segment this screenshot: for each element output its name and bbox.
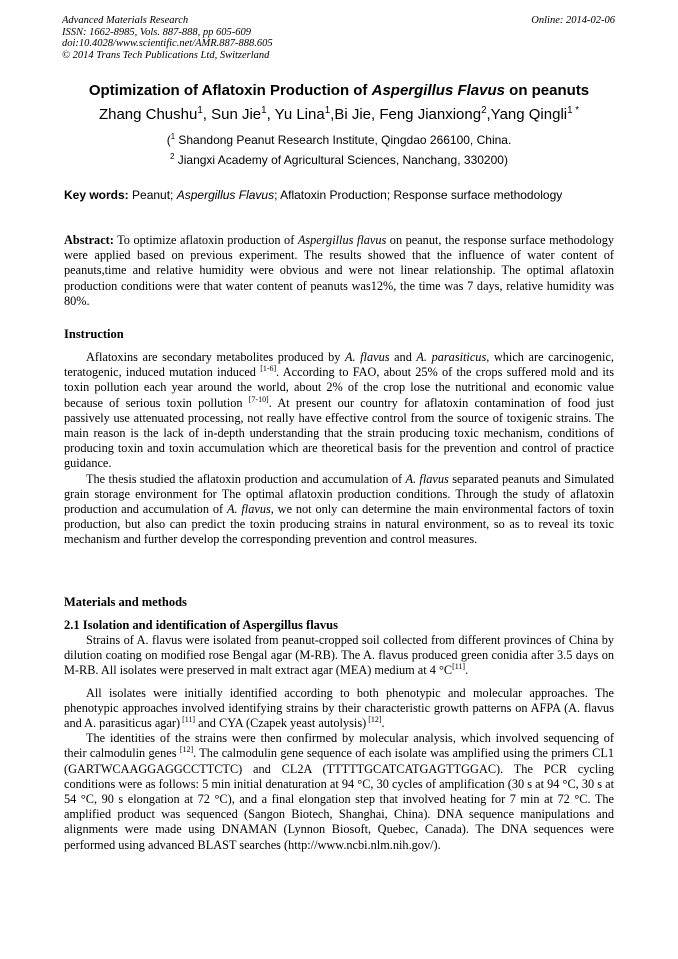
paragraph: All isolates were initially identified according to both phenotypic and molecular approaches. The phenotypic approaches involved identifying strains by their characteristic growth patterns on AFPA (A. flavus and A. parasiticus agar) [11] and CYA (Czapek yeast autolysis) [12].	[64, 685, 614, 731]
keywords	[64, 188, 624, 202]
citation: [1-6]	[260, 364, 277, 374]
abstract-species: Aspergillus flavus	[297, 233, 387, 247]
methods-body	[64, 633, 614, 853]
author-mark: 1	[197, 105, 203, 116]
author-mark: 1 *	[567, 105, 580, 116]
paragraph: The thesis studied the aflatoxin production and accumulation of A. flavus separated peanuts and Simulated grain storage environment for The optimal aflatoxin production conditions. Through the study of aflatoxin production and accumulation of A. flavus, we not only can determine the main environmental factors of toxin production, but also can predict the toxin producing strains in natural environment, so as to reveal its toxic mechanism and further develop the corresponding prevention and control measures.	[64, 471, 614, 547]
section-heading-methods: Materials and methods	[64, 595, 187, 609]
title-text: Optimization of Aflatoxin Production of	[88, 82, 372, 99]
abstract-text: To optimize aflatoxin production of	[113, 233, 298, 247]
author: Zhang Chushu	[98, 106, 198, 123]
doi-line: doi:10.4028/www.scientific.net/AMR.887-888.605	[62, 38, 273, 49]
citation: [7-10]	[248, 394, 269, 404]
author-mark: 1	[324, 105, 331, 116]
keyword: ; Aflatoxin Production; Response surface methodology	[274, 188, 563, 202]
aff-mark: 1	[170, 132, 176, 141]
title-text-end: on peanuts	[504, 82, 590, 99]
section-heading-introduction: Instruction	[64, 327, 124, 341]
abstract-label: Abstract:	[64, 233, 114, 247]
paragraph: The identities of the strains were then confirmed by molecular analysis, which involved sequencing of their calmodulin genes [12]. The calmodulin gene sequence of each isolate was amplified using the primers CL1 (GARTWCAAGGAGGCCTTCTC) and CL2A (TTTTTGCATCATGAGTTGGAC). The PCR cycling conditions were as follows: 5 min initial denaturation at 94 °C, 30 cycles of amplification (30 s at 94 °C, 30 s at 54 °C, 90 s elongation at 72 °C), and a final elongation step that involved heating for 7 min at 72 °C. The amplified product was sequenced (Sangon Biotech, Shanghai, China). DNA sequence manipulations and alignments were made using DNAMAN (Lynnon Biosoft, Quebec, Canada). The DNA sequences were performed using advanced BLAST searches (http://www.ncbi.nlm.nih.gov/).	[64, 731, 614, 852]
author-mark: 2	[481, 105, 487, 116]
abstract-text: on peanut, the response surface methodology were applied based on previous experiment. The results showed that the influence of water content of peanuts,time and relative humidity were obvious and were not linear relationship. The optimal aflatoxin production conditions were that water content of peanuts was12%, the time was 7 days, relative humidity was 80%.	[64, 233, 614, 308]
author: , Yu Lina	[266, 106, 325, 123]
journal-name: Advanced Materials Research	[62, 15, 189, 26]
author: ,Yang Qingli	[486, 106, 568, 123]
introduction-body	[64, 350, 614, 548]
aff-paren: (	[166, 133, 171, 147]
keyword: Peanut;	[128, 188, 177, 202]
aff-text: Jiangxi Academy of Agricultural Sciences, Nanchang, 330200)	[174, 153, 508, 167]
author: ,Bi Jie, Feng Jianxiong	[330, 106, 482, 123]
author-mark: 1	[261, 105, 267, 116]
paragraph: Aflatoxins are secondary metabolites produced by A. flavus and A. parasiticus, which are carcinogenic, teratogenic, induced mutation induced [1-6]. According to FAO, about 25% of the crops suffered mold and its toxin pollution each year around the world, about 2% of the crop lose the nutritional and economic value because of serious toxin pollution [7-10]. At present our country for aflatoxin contamination of food just passively use attenuated processing, not really have effective control from the source of toxigenic strains. The main reason is the lack of in-depth understanding that the strain producing toxic mechanism, conditions of producing toxin and toxin accumulation which are theoretical basis for the prevention and control of practice guidance.	[64, 350, 614, 471]
citation: [12]	[366, 714, 382, 724]
subsection-heading: 2.1 Isolation and identification of Aspergillus flavus	[64, 618, 338, 632]
paper-title	[0, 82, 678, 99]
author-list	[0, 106, 678, 123]
aff-mark: 2	[170, 152, 175, 161]
keyword: Aspergillus Flavus	[176, 188, 275, 202]
affiliation-2	[0, 153, 678, 167]
author: , Sun Jie	[202, 106, 262, 123]
aff-text: Shandong Peanut Research Institute, Qingdao 266100, China.	[175, 133, 512, 147]
title-species: Aspergillus Flavus	[371, 82, 505, 99]
online-date: Online: 2014-02-06	[531, 15, 615, 26]
keywords-label: Key words:	[64, 188, 129, 202]
citation: [12]	[179, 745, 194, 755]
affiliation-1	[0, 133, 678, 147]
citation: [11]	[180, 714, 196, 724]
issn-line: ISSN: 1662-8985, Vols. 887-888, pp 605-609	[62, 26, 251, 38]
copyright-line: © 2014 Trans Tech Publications Ltd, Switzerland	[62, 49, 270, 61]
paragraph: Strains of A. flavus were isolated from peanut-cropped soil collected from different provinces of China by dilution coating on modified rose Bengal agar (M-RB). The A. flavus produced green conidia after 3.5 days on M-RB. All isolates were preserved in malt extract agar (MEA) medium at 4 °C[11].	[64, 633, 614, 678]
abstract	[64, 233, 614, 309]
citation: [11]	[452, 662, 466, 672]
journal-header	[62, 15, 422, 61]
